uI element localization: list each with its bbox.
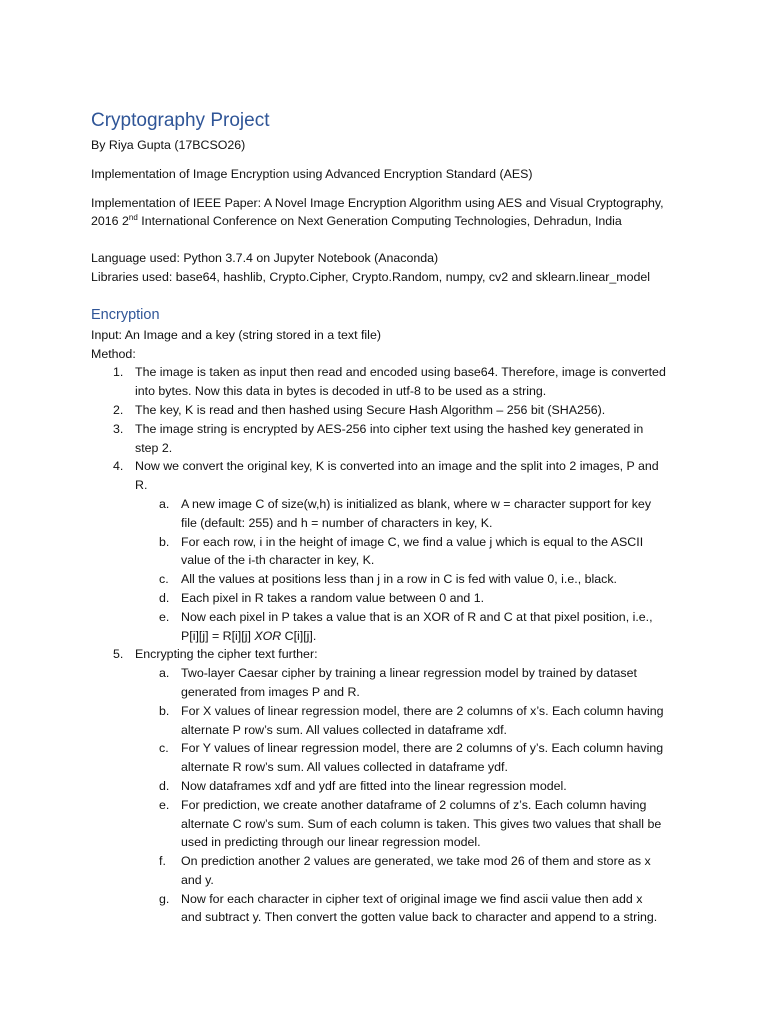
substep-letter: b. bbox=[159, 534, 170, 549]
substep-text: Each pixel in R takes a random value between 0 and 1. bbox=[181, 590, 485, 605]
substep-letter: f. bbox=[159, 854, 166, 869]
ordinal-suffix: nd bbox=[128, 213, 138, 223]
step-text: R. bbox=[135, 478, 148, 493]
step-number: 2. bbox=[113, 402, 124, 417]
step-1 bbox=[91, 363, 672, 401]
method-steps-list bbox=[91, 363, 672, 495]
substep-text: alternate P row’s sum. All values collected in dataframe xdf. bbox=[181, 722, 507, 737]
substep-text: Two-layer Caesar cipher by training a linear regression model by trained by dataset bbox=[181, 666, 637, 681]
substep-letter: a. bbox=[159, 666, 170, 681]
substep-letter: g. bbox=[159, 891, 170, 906]
step-text: The image is taken as input then read and encoded using base64. Therefore, image is converted bbox=[135, 365, 666, 380]
substep-text: Now dataframes xdf and ydf are fitted into the linear regression model. bbox=[181, 778, 567, 793]
implementation-ieee-line1: Implementation of IEEE Paper: A Novel Image Encryption Algorithm using AES and Visual Cryptography, bbox=[91, 195, 664, 210]
substep-letter: c. bbox=[159, 741, 169, 756]
step-text: step 2. bbox=[135, 440, 173, 455]
substep-text: Now each pixel in P takes a value that is an XOR of R and C at that pixel position, i.e., bbox=[181, 609, 653, 624]
substep-text: Now for each character in cipher text of original image we find ascii value then add x bbox=[181, 891, 643, 906]
substep-letter: d. bbox=[159, 590, 170, 605]
author-line: By Riya Gupta (17BCSO26) bbox=[91, 138, 246, 152]
substep-5b bbox=[91, 702, 672, 740]
step-5 bbox=[91, 645, 672, 664]
input-line: Input: An Image and a key (string stored in a text file) bbox=[91, 327, 381, 342]
substep-letter: d. bbox=[159, 778, 170, 793]
encryption-heading: Encryption bbox=[91, 306, 160, 323]
substep-text: generated from images P and R. bbox=[181, 684, 360, 699]
substep-text: A new image C of size(w,h) is initialized as blank, where w = character support for key bbox=[181, 496, 652, 511]
implementation-ieee bbox=[91, 194, 672, 232]
formula-left: P[i][j] = R[i][j] bbox=[181, 628, 255, 643]
substep-4d bbox=[91, 589, 672, 608]
substep-5g bbox=[91, 890, 672, 928]
substep-text: and y. bbox=[181, 872, 214, 887]
substep-text: and subtract y. Then convert the gotten value back to character and append to a string. bbox=[181, 910, 658, 925]
substep-4b bbox=[91, 533, 672, 571]
substep-letter: e. bbox=[159, 797, 170, 812]
document-title: Cryptography Project bbox=[91, 110, 270, 131]
step-5-substeps bbox=[91, 664, 672, 927]
substep-text: For prediction, we create another dataframe of 2 columns of z’s. Each column having bbox=[181, 797, 647, 812]
step-4 bbox=[91, 457, 672, 495]
implementation-ieee-line2 bbox=[91, 212, 672, 231]
step-number: 3. bbox=[113, 421, 124, 436]
substep-text: For each row, i in the height of image C, we find a value j which is equal to the ASCII bbox=[181, 534, 644, 549]
step-2 bbox=[91, 401, 672, 420]
step-3 bbox=[91, 420, 672, 458]
step-text: Now we convert the original key, K is converted into an image and the split into 2 images, P and bbox=[135, 459, 659, 474]
substep-text: file (default: 255) and h = number of characters in key, K. bbox=[181, 515, 493, 530]
substep-text: For X values of linear regression model, there are 2 columns of x’s. Each column having bbox=[181, 703, 664, 718]
substep-text: alternate R row’s sum. All values collected in dataframe ydf. bbox=[181, 760, 508, 775]
substep-text: All the values at positions less than j in a row in C is fed with value 0, i.e., black. bbox=[181, 572, 617, 587]
step-text: into bytes. Now this data in bytes is decoded in utf-8 to be used as a string. bbox=[135, 384, 547, 399]
substep-text: value of the i-th character in key, K. bbox=[181, 553, 375, 568]
formula-right: C[i][j]. bbox=[281, 628, 317, 643]
substep-text: used in predicting through our linear regression model. bbox=[181, 835, 481, 850]
conference-year: 2016 2 bbox=[91, 214, 129, 229]
substep-4e bbox=[91, 608, 672, 646]
substep-5a bbox=[91, 664, 672, 702]
step-number: 5. bbox=[113, 647, 124, 662]
substep-5d bbox=[91, 777, 672, 796]
substep-5f bbox=[91, 852, 672, 890]
substep-text: alternate C row’s sum. Sum of each column is taken. This gives two values that shall be bbox=[181, 816, 662, 831]
step-text: The key, K is read and then hashed using Secure Hash Algorithm – 256 bit (SHA256). bbox=[135, 402, 606, 417]
substep-letter: e. bbox=[159, 609, 170, 624]
implementation-aes: Implementation of Image Encryption using Advanced Encryption Standard (AES) bbox=[91, 166, 533, 181]
step-number: 1. bbox=[113, 365, 124, 380]
substep-text: On prediction another 2 values are generated, we take mod 26 of them and store as x bbox=[181, 854, 651, 869]
conference-name: International Conference on Next Generation Computing Technologies, Dehradun, India bbox=[137, 214, 622, 229]
formula-operator: XOR bbox=[254, 628, 282, 643]
substep-4c bbox=[91, 570, 672, 589]
method-line: Method: bbox=[91, 346, 136, 361]
substep-letter: c. bbox=[159, 572, 169, 587]
step-text: The image string is encrypted by AES-256 into cipher text using the hashed key generated in bbox=[135, 421, 644, 436]
language-line: Language used: Python 3.7.4 on Jupyter Notebook (Anaconda) bbox=[91, 251, 439, 266]
substep-letter: a. bbox=[159, 496, 170, 511]
xor-formula bbox=[181, 627, 672, 646]
libraries-line: Libraries used: base64, hashlib, Crypto.Cipher, Crypto.Random, numpy, cv2 and sklearn.linear_model bbox=[91, 269, 651, 284]
substep-4a bbox=[91, 495, 672, 533]
substep-text: For Y values of linear regression model, there are 2 columns of y’s. Each column having bbox=[181, 741, 664, 756]
substep-5e bbox=[91, 796, 672, 852]
method-steps-list-continued bbox=[91, 645, 672, 664]
substep-letter: b. bbox=[159, 703, 170, 718]
step-text: Encrypting the cipher text further: bbox=[135, 647, 318, 662]
step-4-substeps bbox=[91, 495, 672, 645]
substep-5c bbox=[91, 739, 672, 777]
step-number: 4. bbox=[113, 459, 124, 474]
